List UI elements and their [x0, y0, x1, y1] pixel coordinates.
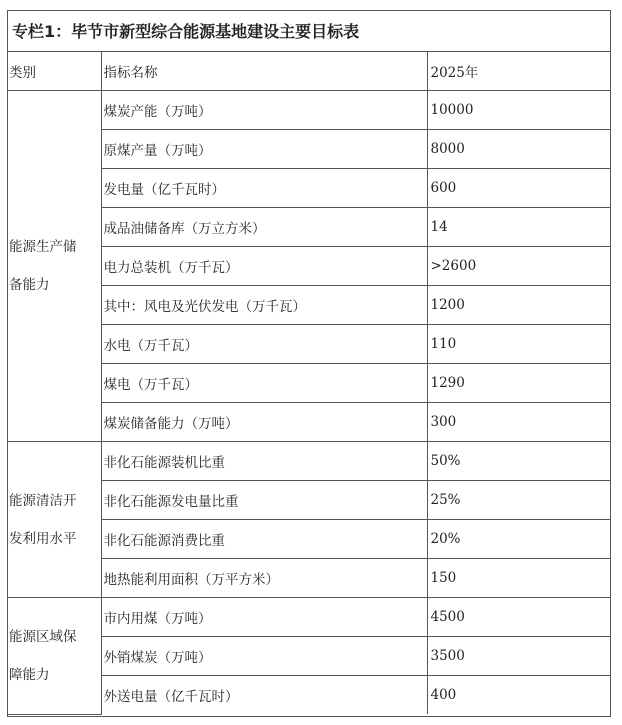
- header-indicator: 指标名称: [101, 52, 427, 91]
- table-row: [7, 598, 611, 637]
- indicator-name: 发电量（亿千瓦时）: [101, 169, 427, 208]
- indicator-name: 外送电量（亿千瓦时）: [101, 676, 427, 715]
- indicator-name: 非化石能源装机比重: [101, 442, 427, 481]
- indicator-name: 煤炭产能（万吨）: [101, 91, 427, 130]
- indicator-value: 8000: [427, 130, 611, 169]
- indicator-name: 外销煤炭（万吨）: [101, 637, 427, 676]
- indicator-value: 20%: [427, 520, 611, 559]
- indicator-value: 110: [427, 325, 611, 364]
- indicator-value: 14: [427, 208, 611, 247]
- indicator-value: >2600: [427, 247, 611, 286]
- header-category: 类别: [7, 52, 101, 91]
- indicator-name: 成品油储备库（万立方米）: [101, 208, 427, 247]
- indicator-value: 3500: [427, 637, 611, 676]
- indicator-name: 水电（万千瓦）: [101, 325, 427, 364]
- target-table-panel: [7, 10, 611, 717]
- indicator-value: 50%: [427, 442, 611, 481]
- indicator-value: 600: [427, 169, 611, 208]
- header-target-2025: 2025年: [427, 52, 611, 91]
- indicator-value: 4500: [427, 598, 611, 637]
- indicator-name: 电力总装机（万千瓦）: [101, 247, 427, 286]
- indicator-value: 300: [427, 403, 611, 442]
- category-cell: 能源生产储备能力: [7, 91, 101, 442]
- table-title: 专栏1：毕节市新型综合能源基地建设主要目标表: [8, 11, 610, 52]
- category-cell: 能源清洁开发利用水平: [7, 442, 101, 598]
- indicator-name: 原煤产量（万吨）: [101, 130, 427, 169]
- category-cell: 能源区域保障能力: [7, 598, 101, 715]
- indicator-name: 其中：风电及光伏发电（万千瓦）: [101, 286, 427, 325]
- indicator-value: 25%: [427, 481, 611, 520]
- indicator-value: 1290: [427, 364, 611, 403]
- indicator-value: 400: [427, 676, 611, 715]
- indicator-value: 150: [427, 559, 611, 598]
- indicator-name: 非化石能源消费比重: [101, 520, 427, 559]
- targets-table: [7, 52, 611, 715]
- indicator-name: 市内用煤（万吨）: [101, 598, 427, 637]
- table-row: [7, 91, 611, 130]
- indicator-name: 煤炭储备能力（万吨）: [101, 403, 427, 442]
- table-row: [7, 442, 611, 481]
- indicator-name: 地热能利用面积（万平方米）: [101, 559, 427, 598]
- indicator-value: 1200: [427, 286, 611, 325]
- indicator-name: 煤电（万千瓦）: [101, 364, 427, 403]
- header-row: [7, 52, 611, 91]
- indicator-name: 非化石能源发电量比重: [101, 481, 427, 520]
- indicator-value: 10000: [427, 91, 611, 130]
